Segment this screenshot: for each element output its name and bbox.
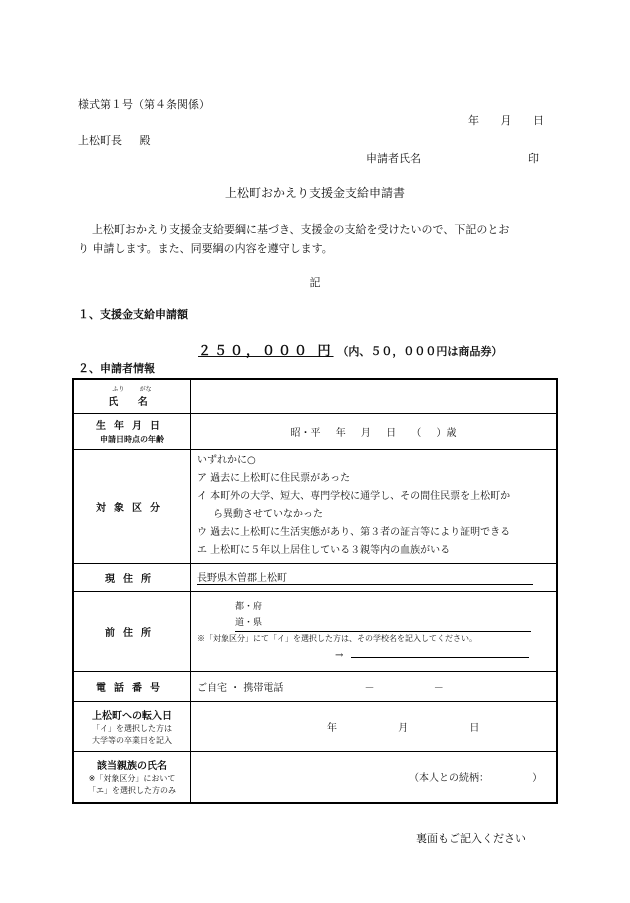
current-address-field[interactable]: [191, 563, 558, 591]
school-name-note: ※「対象区分」にて「イ」を選択した方は、その学校名を記入してください。: [197, 633, 477, 643]
relation-close: ）: [532, 773, 543, 785]
furigana-ruby: [80, 384, 184, 393]
phone-type: ご自宅 ・ 携帯電話: [197, 682, 284, 694]
amount-row: [198, 340, 502, 359]
move-date-label-cell: [73, 701, 191, 751]
section1-heading: １、支援金支給申請額: [78, 308, 188, 321]
previous-address-label: 前住所: [105, 627, 159, 639]
document-title: 上松町おかえり支援金支給申請書: [224, 186, 405, 200]
current-address-prefix: 長野県木曽郡上松町: [197, 573, 287, 584]
phone-label: 電話番号: [96, 682, 168, 694]
category-option-a[interactable]: ア 過去に上松町に住民票があった: [197, 473, 351, 484]
prefecture-line-2-text: 道・県: [235, 617, 263, 628]
phone-field[interactable]: [191, 671, 558, 701]
category-option-e[interactable]: エ 上松町に５年以上居住している３親等内の血族がいる: [197, 545, 451, 556]
seal-mark: 印: [528, 152, 539, 165]
category-label-cell: [73, 449, 191, 563]
move-date-row: [73, 701, 557, 751]
birth-field[interactable]: 昭・平 年 月 日 （ ）歳: [191, 413, 558, 449]
relative-label-cell: [73, 751, 191, 803]
amount-value: ２５０，０００ 円: [198, 344, 334, 359]
category-row: [73, 449, 557, 563]
date-line: 年 月 日: [468, 114, 544, 127]
name-label: 氏 名: [108, 397, 156, 409]
form-number: 様式第１号（第４条関係）: [78, 98, 210, 111]
ruby-furi: ふり: [112, 386, 125, 394]
previous-address-label-cell: [73, 591, 191, 671]
phone-label-cell: [73, 671, 191, 701]
amount-note: （内、５０，０００円は商品券）: [337, 345, 503, 358]
ruby-gana: がな: [139, 386, 152, 394]
move-date-year: 年: [327, 722, 337, 734]
category-option-i[interactable]: イ 本町外の大学、短大、専門学校に通学し、その間住民票を上松町か: [197, 491, 511, 502]
intro-line-2: り 申請します。また、同要綱の内容を遵守します。: [78, 242, 333, 255]
school-name-input[interactable]: [351, 646, 529, 658]
category-option-u[interactable]: ウ 過去に上松町に生活実態があり、第３者の証言等により証明できる: [197, 527, 511, 538]
name-field[interactable]: [191, 379, 558, 413]
current-address-label: 現住所: [105, 573, 159, 585]
prefecture-line-1: 都・府: [235, 601, 263, 612]
ki-mark: 記: [309, 276, 321, 289]
phone-dash-2: －: [433, 682, 444, 694]
relation-label: （本人との続柄：: [409, 773, 489, 785]
school-name-entry: [197, 646, 550, 664]
relative-note-2: 「エ」を選択した方のみ: [88, 786, 176, 796]
phone-dash-1: －: [364, 682, 375, 694]
move-date-note-1: 「イ」を選択した方は: [92, 723, 172, 733]
relative-field[interactable]: [191, 751, 558, 803]
previous-address-field[interactable]: [191, 591, 558, 671]
intro-line-1: 上松町おかえり支援金支給要綱に基づき、支援金の支給を受けたいので、下記のとお: [92, 223, 510, 236]
move-date-label: 上松町への転入日: [92, 710, 172, 722]
current-address-label-cell: [73, 563, 191, 591]
current-address-value: [197, 569, 533, 585]
applicant-name-label: 申請者氏名: [366, 152, 421, 165]
name-row: [73, 379, 557, 413]
arrow-icon: →: [335, 649, 344, 661]
prefecture-line-2-rule: [235, 616, 531, 632]
current-address-row: [73, 563, 557, 591]
birth-sub-label: 申請日時点の年齢: [100, 435, 164, 444]
category-option-i-cont: ら異動させていなかった: [213, 509, 323, 520]
applicant-info-table: [72, 378, 558, 804]
birth-label-cell: [73, 413, 191, 449]
relative-row: [73, 751, 557, 803]
relative-note-1: ※「対象区分」において: [88, 774, 176, 784]
birth-row: [73, 413, 557, 449]
previous-address-row: [73, 591, 557, 671]
section2-heading: ２、申請者情報: [78, 362, 155, 375]
prefecture-line-2: [197, 616, 550, 632]
addressee: 上松町長 殿: [78, 134, 151, 147]
category-field[interactable]: [191, 449, 558, 563]
move-date-field[interactable]: [191, 701, 558, 751]
category-lead: いずれかに○: [197, 455, 256, 466]
phone-row: [73, 671, 557, 701]
move-date-month: 月: [398, 722, 409, 734]
move-date-note-2: 大学等の卒業日を記入: [92, 735, 172, 745]
category-label: 対象区分: [96, 502, 168, 514]
relative-label: 該当親族の氏名: [97, 761, 167, 773]
birth-label: 生年月日: [96, 421, 168, 432]
footer-note: 裏面もご記入ください: [416, 832, 526, 845]
name-label-cell: [73, 379, 191, 413]
move-date-day: 日: [469, 722, 480, 734]
